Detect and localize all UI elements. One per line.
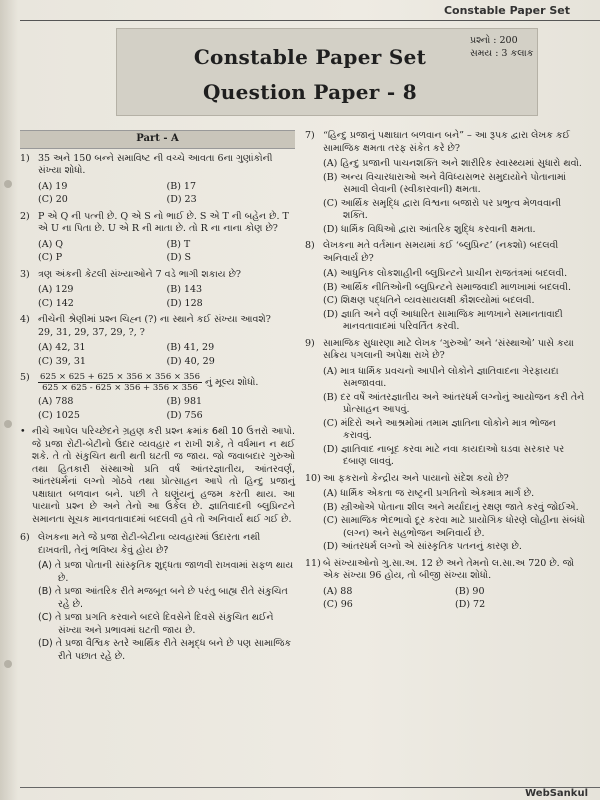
running-head: Constable Paper Set: [443, 4, 570, 17]
question: 1) 35 અને 150 બન્ને સમાવિષ્ટ ની વચ્ચે આવતા 6ના ગુણાંકોની સંખ્યા શોધો.: [20, 152, 273, 176]
question: 9) સામાજિક સુધારણા માટે લેખક ‘ગુરુઓ’ અને ‘સંસ્થાઓ’ પાસે કયા સક્રિય પગલાની અપેક્ષા રાખે છે?: [305, 337, 574, 361]
question-count: પ્રશ્નો : 200: [470, 35, 518, 46]
option: (A) Q: [38, 238, 64, 250]
option: (A) આધુનિક લોકશાહીની બ્લુપ્રિન્ટને પ્રાચીન રાજતંત્રમાં બદલવી.: [323, 268, 568, 279]
option-list: [323, 158, 587, 236]
question: 4) નીચેની શ્રેણીમાં પ્રશ્ન ચિહ્ન (?) ના સ્થાને કઈ સંખ્યા આવશે? 29, 31, 29, 37, 29, ?, ?: [20, 314, 271, 338]
option: (B) 981: [166, 396, 203, 407]
binding-hole: [4, 660, 12, 668]
question: 10) આ ફકરાનો કેન્દ્રીય અને પાયાનો સંદેશ કયો છે?: [305, 472, 509, 484]
option: (A) હિન્દુ પ્રજાની પાચનશક્તિ અને શારીરિક સ્વાસ્થ્યમાં સુધારો થવો.: [323, 158, 582, 169]
exam-duration: સમય : 3 કલાક: [470, 48, 534, 59]
binding-hole: [4, 420, 12, 428]
option: (C) 1025: [38, 409, 80, 421]
option: (A) 42, 31: [38, 342, 86, 353]
option: (B) 41, 29: [166, 342, 215, 353]
option: (C) P: [38, 252, 63, 263]
option: (C) 20: [38, 194, 68, 205]
option: (D) 756: [166, 409, 203, 421]
option: (D) તે પ્રજા વૈશ્વિક સ્તરે આર્થિક રીતે સમૃદ્ધ બને છે પણ સામાજિક રીતે પછાત રહે છે.: [38, 638, 292, 662]
option-grid: [323, 586, 587, 612]
option: (B) 90: [455, 585, 485, 597]
option: (C) મંદિરો અને આશ્રમોમાં તમામ જ્ઞાતિના લોકોને માત્ર ભોજન કરાવવું.: [323, 417, 556, 441]
option: (B) 143: [166, 284, 203, 295]
option: (A) તે પ્રજા પોતાની સાંસ્કૃતિક શુદ્ધતા જાળવી રાખવામાં સફળ થાય છે.: [38, 560, 294, 584]
option-list: [323, 488, 587, 554]
option: (A) માત્ર ધાર્મિક પ્રવચનો આપીને લોકોને જ્ઞાતિવાદના ગેરફાયદા સમજાવવા.: [323, 365, 559, 389]
option-grid: [38, 181, 295, 207]
right-column: [305, 130, 587, 616]
question: 3) ત્રણ અંકની કેટલી સંખ્યાઓને 7 વડે ભાગી શકાય છે?: [20, 268, 242, 280]
option-grid: [38, 284, 295, 310]
option: (D) આંતરધર્મ લગ્નો એ સાંસ્કૃતિક પતનનું કારણ છે.: [323, 541, 522, 552]
option: (D) જ્ઞાતિવાદ નાબૂદ કરવા માટે નવા કાયદાઓ ઘડવા સરકાર પર દબાણ લાવવું.: [323, 443, 565, 467]
option: (B) દર વર્ષે આંતરજ્ઞાતીય અને આંતરધર્મ લગ્નોનું આયોજન કરી તેને પ્રોત્સાહન આપવું.: [323, 391, 585, 415]
page-title: Constable Paper Set: [193, 45, 427, 69]
option: (B) તે પ્રજા આંતરિક રીતે મજબૂત બને છે પરંતુ બાહ્ય રીતે સંકુચિત રહે છે.: [38, 586, 288, 610]
option-list: [38, 560, 295, 663]
header-rule: [20, 20, 600, 21]
footer-rule: [20, 787, 600, 788]
option: (C) શિક્ષણ પદ્ધતિને વ્યવસાયલક્ષી કૌશલ્યોમાં બદલવી.: [323, 295, 535, 306]
option-grid: [38, 342, 295, 368]
reading-passage: • નીચે આપેલ પરિચ્છેદને ગ્રહણ કરી પ્રશ્ન ક્રમાંક 6થી 10 ઉત્તરો આપો. જે પ્રજા રોટી-બેટીનો ઉદાર વ્યવહાર ન રાખી શકે, તે વર્ધમાન ન થઈ શકે. તે તો સંકુચિત થતી થતી ઘટતી જ જાય. જો જવાબદાર ગુરુઓ તથા હિતકારી સંસ્થાઓ પ્રતિ વર્ષ આંતરજ્ઞાતીય, આંતરવર્ણ, આંતરધર્મનાં લગ્નો ગોઠવે તથા પ્રોત્સાહન આપે તો હિન્દુ પ્રજાનું પક્ષાઘાત બળવાન બને. પછી તે ઘણુંયનું હજમ કરતી થાય. આ પાયાનો પ્રશ્ન છે અને તેનો આ ઉકેલ છે. જ્ઞાતિવાદની બ્લુપ્રિન્ટને સમાનતા સૂચક માનવતાવાદમાં બદલવી હવે તો અનિવાર્ય થઈ ગઈ છે.: [20, 426, 295, 525]
option: (C) 96: [323, 599, 353, 610]
binding-hole: [4, 180, 12, 188]
option: (D) 128: [166, 297, 203, 309]
question: 5) $\frac{625 \times 625 + 625 \times 356 \times 356 \times 356}{625 \times 625 - 625 \times 356 + 356 \times 356}$ નું મૂલ્ય શોધો.: [20, 372, 259, 393]
option: (C) 142: [38, 297, 74, 309]
question: 6) લેખકના મતે જે પ્રજા રોટી-બેટીના વ્યવહારમાં ઉદારતા નથી દાખવતી, તેનું ભવિષ્ય કેવું હોય છે?: [20, 532, 261, 556]
option: (C) તે પ્રજા પ્રગતિ કરવાને બદલે દિવસેને દિવસે સંકુચિત થઈને સંખ્યા અને પ્રભાવમાં ઘટતી જાય છે.: [38, 612, 274, 636]
option-list: [323, 366, 587, 469]
option: (B) આર્થિક નીતિઓની બ્લુપ્રિન્ટને સમાજવાદી માળખામાં બદલવી.: [323, 281, 572, 293]
option: (C) 39, 31: [38, 355, 86, 367]
option: (B) 17: [166, 180, 197, 192]
option: (D) 40, 29: [166, 355, 215, 367]
page-subtitle: Question Paper - 8: [203, 80, 417, 104]
question: 7) “હિન્દુ પ્રજાનું પક્ષાઘાત બળવાન બને” – આ રૂપક દ્વારા લેખક કઈ સામાજિક ક્ષમતા તરફ સંકેત કરે છે?: [305, 130, 570, 154]
option: (A) ધાર્મિક એકતા જ રાષ્ટ્રની પ્રગતિનો એકમાત્ર માર્ગ છે.: [323, 488, 535, 499]
option: (B) T: [166, 238, 191, 250]
option: (A) 88: [323, 585, 353, 597]
question: 11) બે સંખ્યાઓનો ગુ.સા.અ. 12 છે અને તેમનો લ.સા.અ 720 છે. જો એક સંખ્યા 96 હોય, તો બીજી સંખ્યા શોધો.: [305, 557, 575, 581]
part-label: Part - A: [20, 130, 295, 149]
question: 8) લેખકના મતે વર્તમાન સમયમાં કઈ ‘બ્લુપ્રિન્ટ’ (નકશો) બદલવી અનિવાર્ય છે?: [305, 240, 559, 264]
option: (D) S: [166, 252, 192, 263]
option: (D) ધાર્મિક વિધિઓ દ્વારા આંતરિક શુદ્ધિ કરવાની ક્ષમતા.: [323, 223, 536, 235]
option-grid: [38, 396, 295, 422]
publisher-logo: WebSankul: [525, 788, 588, 799]
option-grid: [38, 239, 295, 265]
option: (B) સ્ત્રીઓએ પોતાના શીલ અને મર્યાદાનું રક્ષણ જાતે કરવું જોઈએ.: [323, 501, 579, 513]
option: (D) જ્ઞાતિ અને વર્ણ આધારિત સામાજિક માળખાને સમાનતાવાદી માનવતાવાદમાં પરિવર્તિત કરવી.: [323, 308, 563, 332]
question: 2) P એ Q ની પત્ની છે. Q એ S નો ભાઈ છે. S એ T ની બહેન છે. T એ U ના પિતા છે. U એ R ની માતા છે. તો R ના નાના કોણ છે?: [20, 210, 289, 234]
left-column: [20, 130, 295, 667]
bullet-icon: •: [20, 426, 26, 437]
option: (B) અન્ય વિચારધારાઓ અને વૈવિધ્યસભર સમુદાયોને પોતાનામાં સમાવી લેવાની (સ્વીકારવાની) ક્ષમતા.: [323, 171, 567, 195]
option: (C) આર્થિક સમૃદ્ધિ દ્વારા વિશ્વના બજારો પર પ્રભુત્વ મેળવવાની શક્તિ.: [323, 197, 562, 221]
option: (C) સામાજિક ભેદભાવો દૂર કરવા માટે પ્રાયોગિક ધોરણે લોહીના સંબંધો (લગ્ન) અને સહભોજન અનિવાર્ય છે.: [323, 515, 586, 539]
number-series: 29, 31, 29, 37, 29, ?, ?: [38, 326, 145, 338]
option: (A) 788: [38, 396, 74, 407]
option: (A) 19: [38, 180, 68, 192]
option: (D) 23: [166, 194, 197, 205]
fraction-expression: $\frac{625 \times 625 + 625 \times 356 \times 356 \times 356}{625 \times 625 - 625 \times 356 + 356 \times 356}$: [40, 372, 200, 393]
option: (D) 72: [455, 599, 486, 610]
option-list: [323, 268, 587, 334]
option: (A) 129: [38, 284, 74, 295]
